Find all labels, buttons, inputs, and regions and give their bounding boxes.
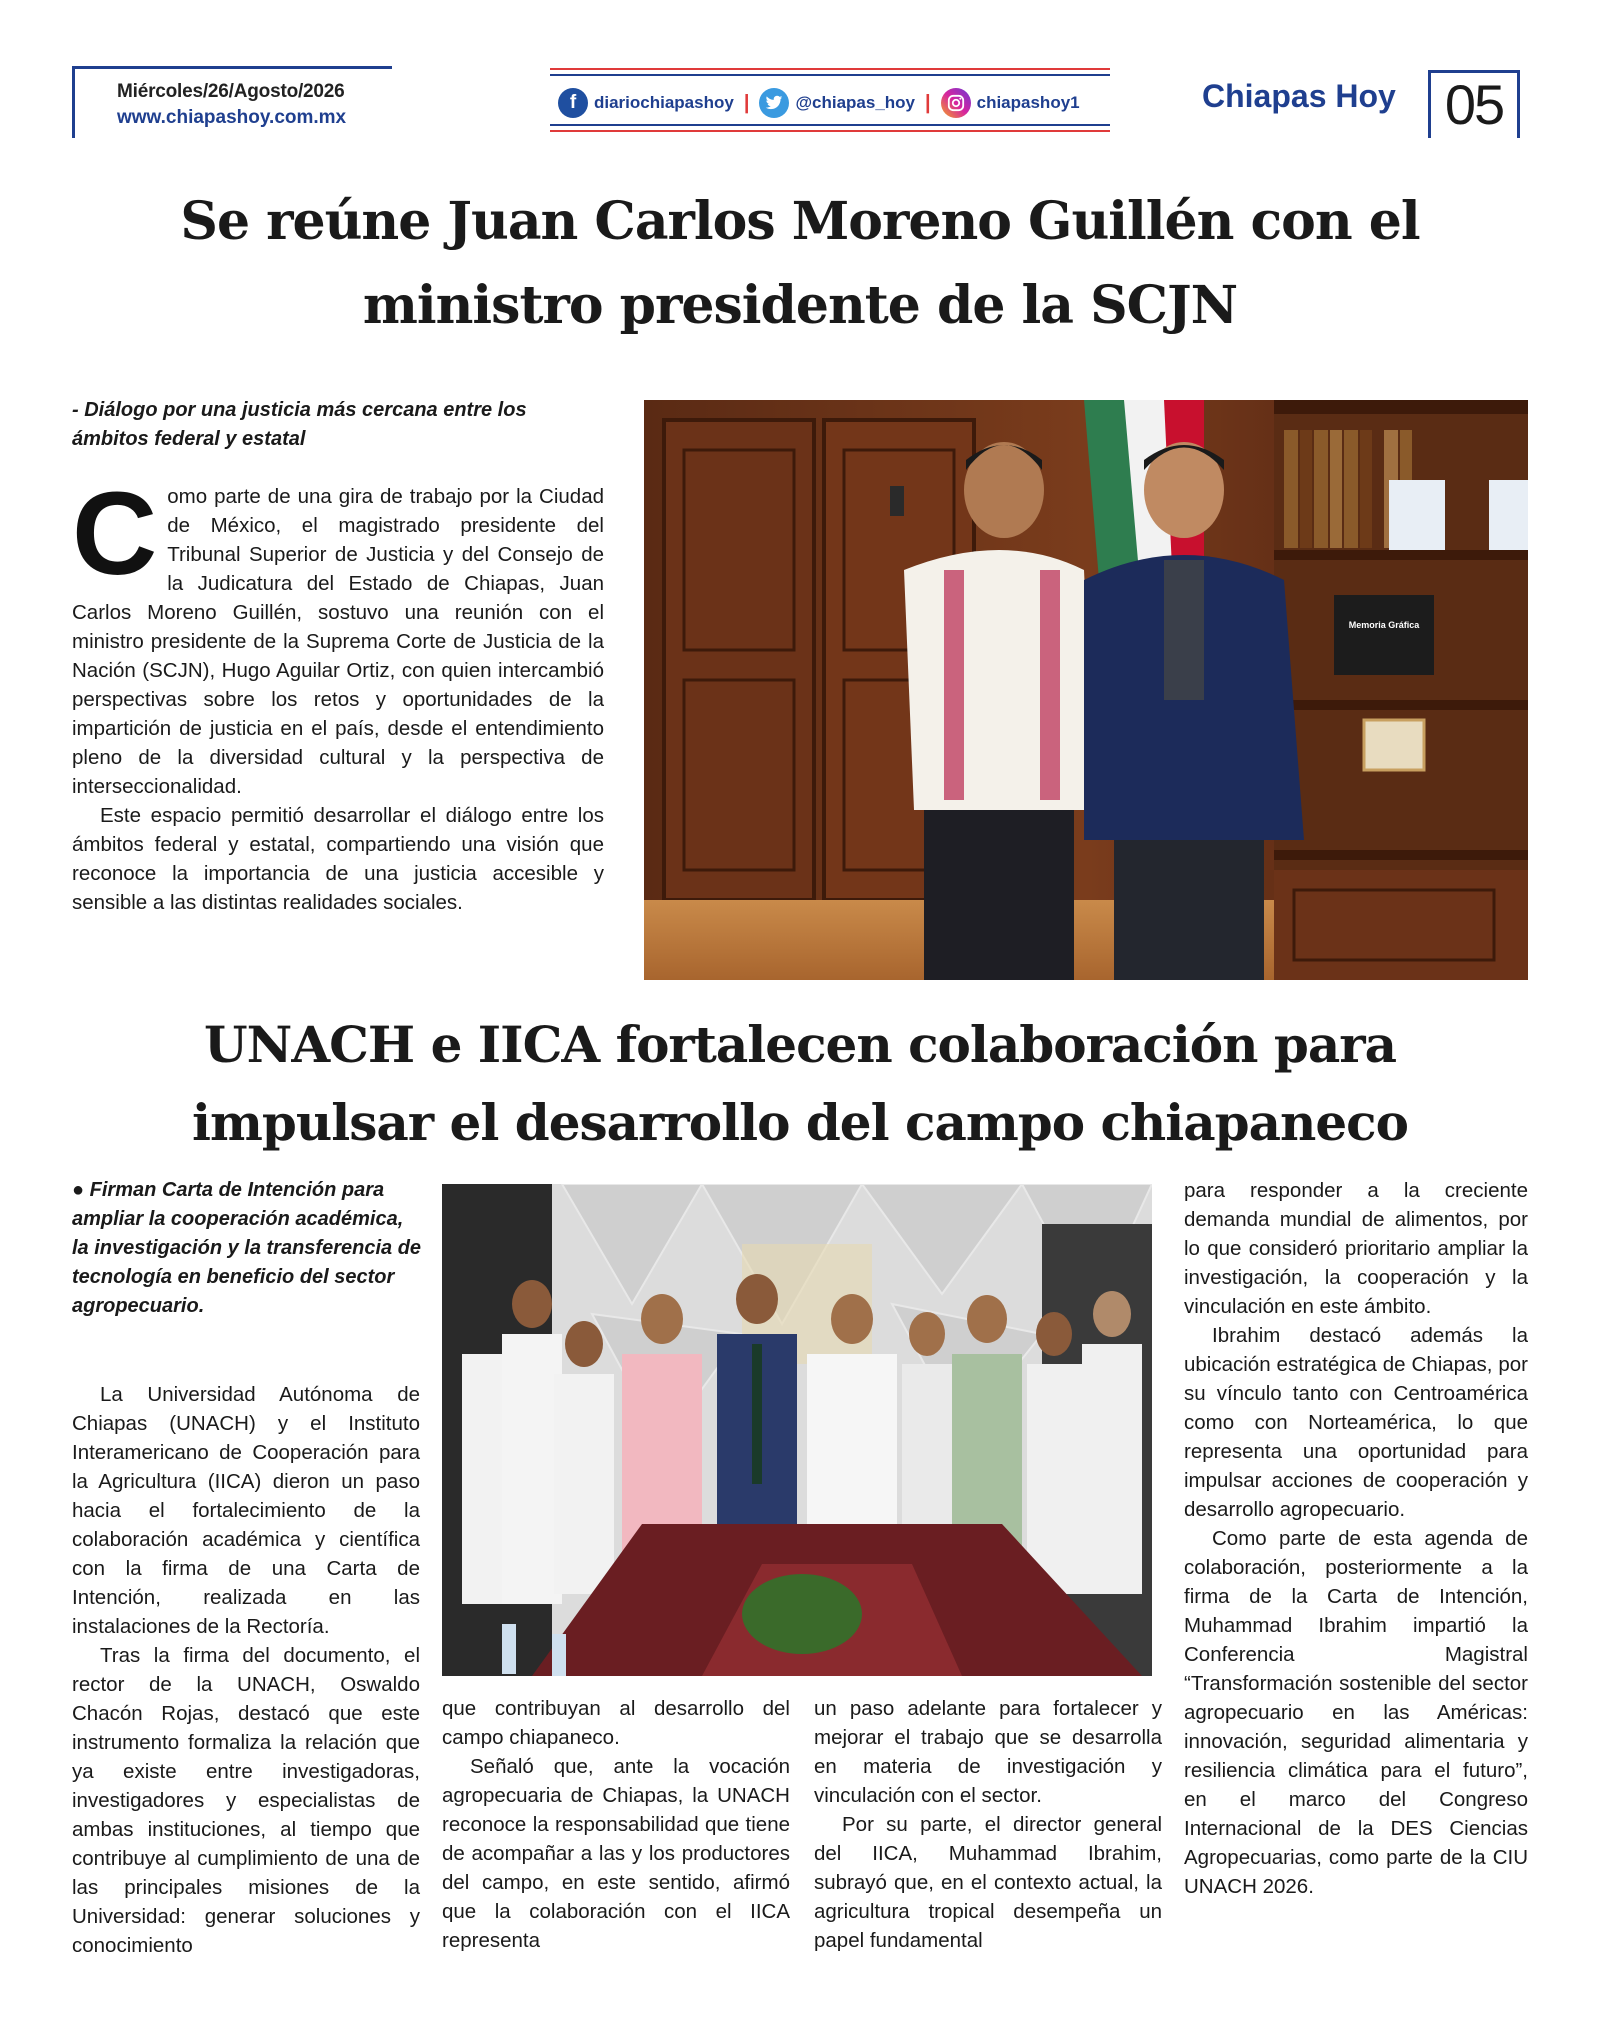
header-dateline (72, 66, 392, 138)
article1-paragraph: Este espacio permitió desarrollar el diálogo entre los ámbitos federal y estatal, compartiendo una visión que reconoce la importancia de una justicia accesible y sensible a las distintas realidades sociales. (72, 804, 604, 914)
article1-headline-line1: Se reúne Juan Carlos Moreno Guillén con el (180, 191, 1420, 252)
article1-dropcap: C (72, 468, 158, 600)
article1-headline (72, 180, 1528, 348)
social-separator: | (743, 91, 750, 114)
article2-paragraph: Como parte de esta agenda de colaboración, posteriormente a la firma de la Carta de Intención, Muhammad Ibrahim impartió la Conferencia Magistral “Transformación sostenible del sector agropecuario en las Américas: innovación, seguridad alimentaria y resiliencia climática para el futuro”, en el marco del Congreso Internacional de la DES Ciencias Agropecuarias, como parte de la CIU UNACH 2026. (1184, 1527, 1528, 1898)
article1-headline-line2: ministro presidente de la SCJN (362, 275, 1238, 336)
article1-body (72, 468, 604, 917)
article2-paragraph: Por su parte, el director general del IICA, Muhammad Ibrahim, subrayó que, en el contexto actual, la agricultura tropical desempeña un papel fundamental (814, 1813, 1162, 1952)
article2-paragraph: Señaló que, ante la vocación agropecuaria de Chiapas, la UNACH reconoce la responsabilidad que tiene de acompañar a las y los productores del campo, en este sentido, afirmó que la colaboración con el IICA representa (442, 1755, 790, 1952)
article2-paragraph: Tras la firma del documento, el rector de la UNACH, Oswaldo Chacón Rojas, destacó que este instrumento formaliza la relación que ya existe entre investigadoras, investigadores y especialistas de ambas instituciones, al tiempo que contribuye al cumplimiento de una de las principales misiones de la Universidad: generar soluciones y conocimiento (72, 1644, 420, 1957)
page-number-box (1428, 70, 1520, 138)
facebook-handle[interactable] (558, 88, 734, 118)
instagram-handle-text: chiapashoy1 (976, 93, 1080, 112)
twitter-handle-text: @chiapas_hoy (795, 93, 916, 112)
article1-photo (644, 400, 1528, 980)
facebook-icon: f (558, 88, 588, 118)
article2-headline-line2: impulsar el desarrollo del campo chiapaneco (192, 1093, 1408, 1152)
article2-headline-line1: UNACH e IICA fortalecen colaboración para (204, 1015, 1396, 1074)
social-rule-bottom-blue (550, 124, 1110, 126)
social-bar (550, 66, 1110, 134)
article2-paragraph: La Universidad Autónoma de Chiapas (UNACH) y el Instituto Interamericano de Cooperación para la Agricultura (IICA) dieron un paso hacia el fortalecimiento de la colaboración académica y científica con la firma de una Carta de Intención, realizada en las instalaciones de la Rectoría. (72, 1383, 420, 1638)
social-separator: | (925, 91, 931, 114)
article2-column-3 (814, 1694, 1162, 1955)
instagram-handle[interactable] (941, 88, 1080, 118)
twitter-icon (759, 88, 789, 118)
twitter-handle[interactable] (759, 88, 915, 118)
social-handles (558, 86, 1080, 120)
article1-paragraph: omo parte de una gira de trabajo por la Ciudad de México, el magistrado presidente del Tribunal Superior de Justicia y del Consejo de la Judicatura del Estado de Chiapas, Juan Carlos Moreno Guillén, sostuvo una reunión con el ministro presidente de la Suprema Corte de Justicia de la Nación (SCJN), Hugo Aguilar Ortiz, con quien intercambió perspectivas sobre los retos y oportunidades de la impartición de justicia en el país, desde el entendimiento pleno de la diversidad cultural y la perspectiva de interseccionalidad. (72, 485, 604, 798)
article1-subhead: - Diálogo por una justicia más cercana entre los ámbitos federal y estatal (72, 399, 527, 450)
meeting-photo-illustration (644, 400, 1528, 980)
page-number: 05 (1444, 73, 1504, 136)
facebook-handle-text: diariochiapashoy (594, 93, 734, 112)
social-rule-bottom-red (550, 130, 1110, 132)
article2-paragraph: Ibrahim destacó además la ubicación estratégica de Chiapas, por su vínculo tanto con Centroamérica como con Norteamérica, lo que representa una oportunidad para impulsar acciones de cooperación y desarrollo agropecuario. (1184, 1324, 1528, 1521)
article2-photo (442, 1184, 1152, 1676)
social-rule-top-red (550, 68, 1110, 70)
article2-headline (72, 1006, 1528, 1162)
article2-column-2 (442, 1694, 790, 1955)
photo-plaque-text: Memoria Gráfica (1348, 620, 1420, 630)
group-photo-illustration (442, 1184, 1152, 1676)
website-link[interactable]: www.chiapashoy.com.mx (117, 107, 347, 128)
article2-column-4 (1184, 1176, 1528, 1901)
instagram-icon (941, 88, 971, 118)
article2-paragraph: un paso adelante para fortalecer y mejorar el trabajo que se desarrolla en materia de investigación y vinculación con el sector. (814, 1697, 1162, 1807)
article2-column-1 (72, 1380, 420, 1960)
article2-paragraph: que contribuyan al desarrollo del campo chiapaneco. (442, 1697, 790, 1749)
article2-paragraph: para responder a la creciente demanda mundial de alimentos, por lo que consideró prioritario ampliar la investigación, la cooperación y la vinculación en este ámbito. (1184, 1179, 1528, 1318)
social-rule-top-blue (550, 74, 1110, 76)
section-header (1190, 66, 1520, 138)
section-name: Chiapas Hoy (1202, 78, 1396, 114)
publication-date: Miércoles/26/Agosto/2026 (117, 81, 345, 102)
article2-subhead: ● Firman Carta de Intención para ampliar la cooperación académica, la investigación y la transferencia de tecnología en beneficio del sector agropecuario. (72, 1179, 422, 1317)
